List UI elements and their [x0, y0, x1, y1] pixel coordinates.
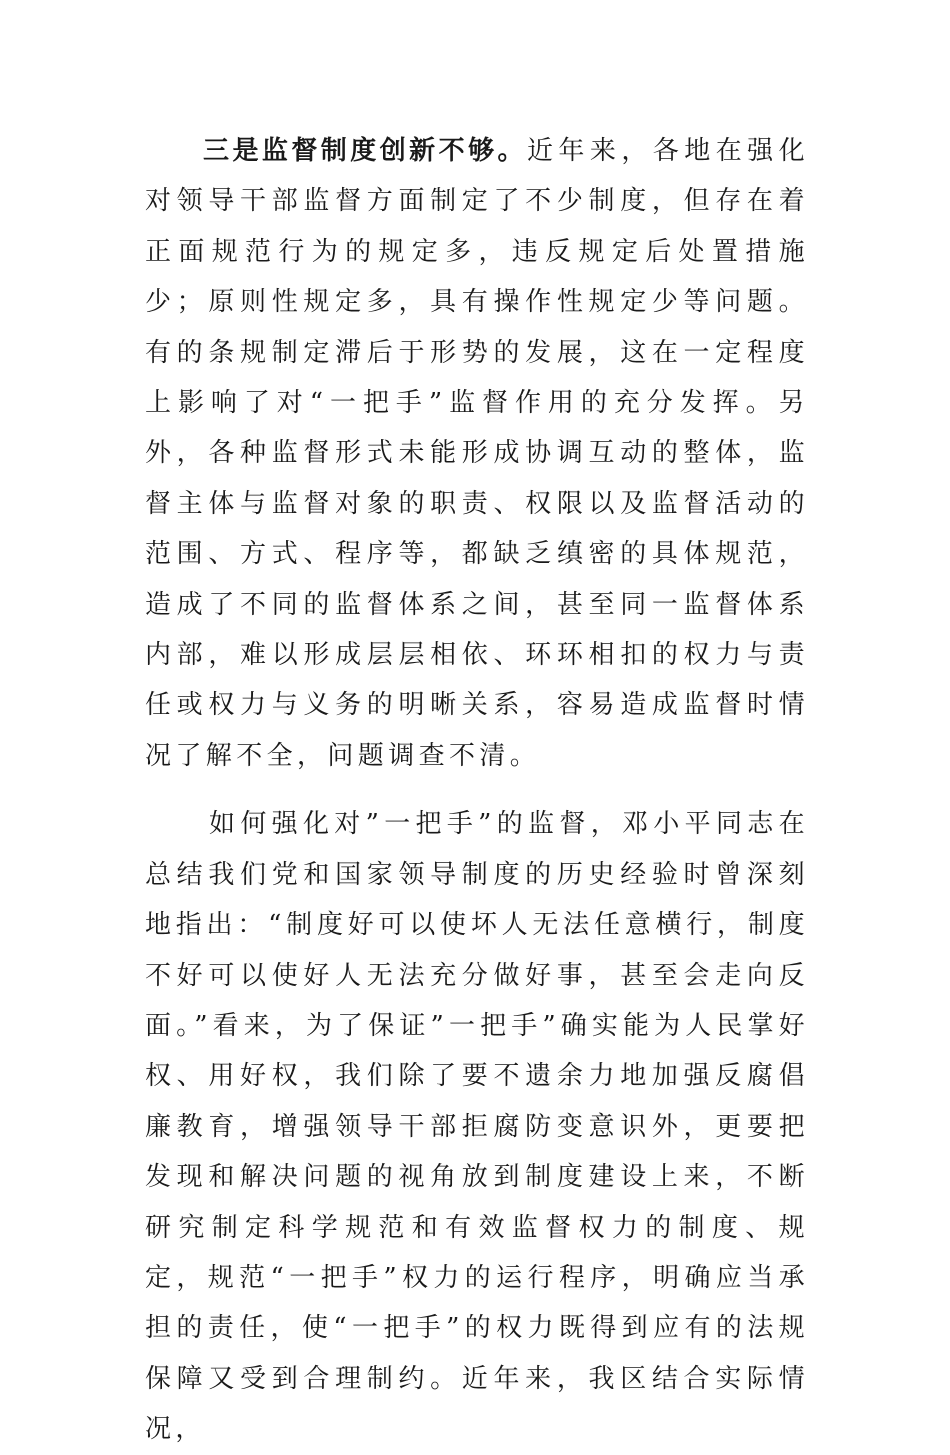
- paragraph-lead-heading: 三是监督制度创新不够。: [203, 136, 527, 166]
- paragraph-body-text: 如何强化对”一把手”的监督，邓小平同志在总结我们党和国家领导制度的历史经验时曾深刻地指出：“制度好可以使坏人无法任意横行，制度不好可以使好人无法充分做好事，甚至会走向反面。”看来，为了保证”一把手”确实能为人民掌好权、用好权，我们除了要不遗余力地加强反腐倡廉教育，增强领导干部拒腐防变意识外，更要把发现和解决问题的视角放到制度建设上来，不断研究制定科学规范和有效监督权力的制度、规定，规范“一把手”权力的运行程序，明确应当承担的责任，使“一把手”的权力既得到应有的法规保障又受到合理制约。近年来，我区结合实际情况，: [145, 809, 809, 1445]
- paragraph-supervision-innovation: [145, 126, 809, 781]
- paragraph-body-text: 近年来，各地在强化对领导干部监督方面制定了不少制度，但存在着正面规范行为的规定多，违反规定后处置措施少；原则性规定多，具有操作性规定少等问题。有的条规制定滞后于形势的发展，这在一定程度上影响了对“一把手”监督作用的充分发挥。另外，各种监督形式未能形成协调互动的整体，监督主体与监督对象的职责、权限以及监督活动的范围、方式、程序等，都缺乏缜密的具体规范，造成了不同的监督体系之间，甚至同一监督体系内部，难以形成层层相依、环环相扣的权力与责任或权力与义务的明晰关系，容易造成监督时情况了解不全，问题调查不清。: [145, 136, 809, 771]
- document-page: [145, 126, 809, 1455]
- paragraph-strengthen-supervision: [145, 799, 809, 1454]
